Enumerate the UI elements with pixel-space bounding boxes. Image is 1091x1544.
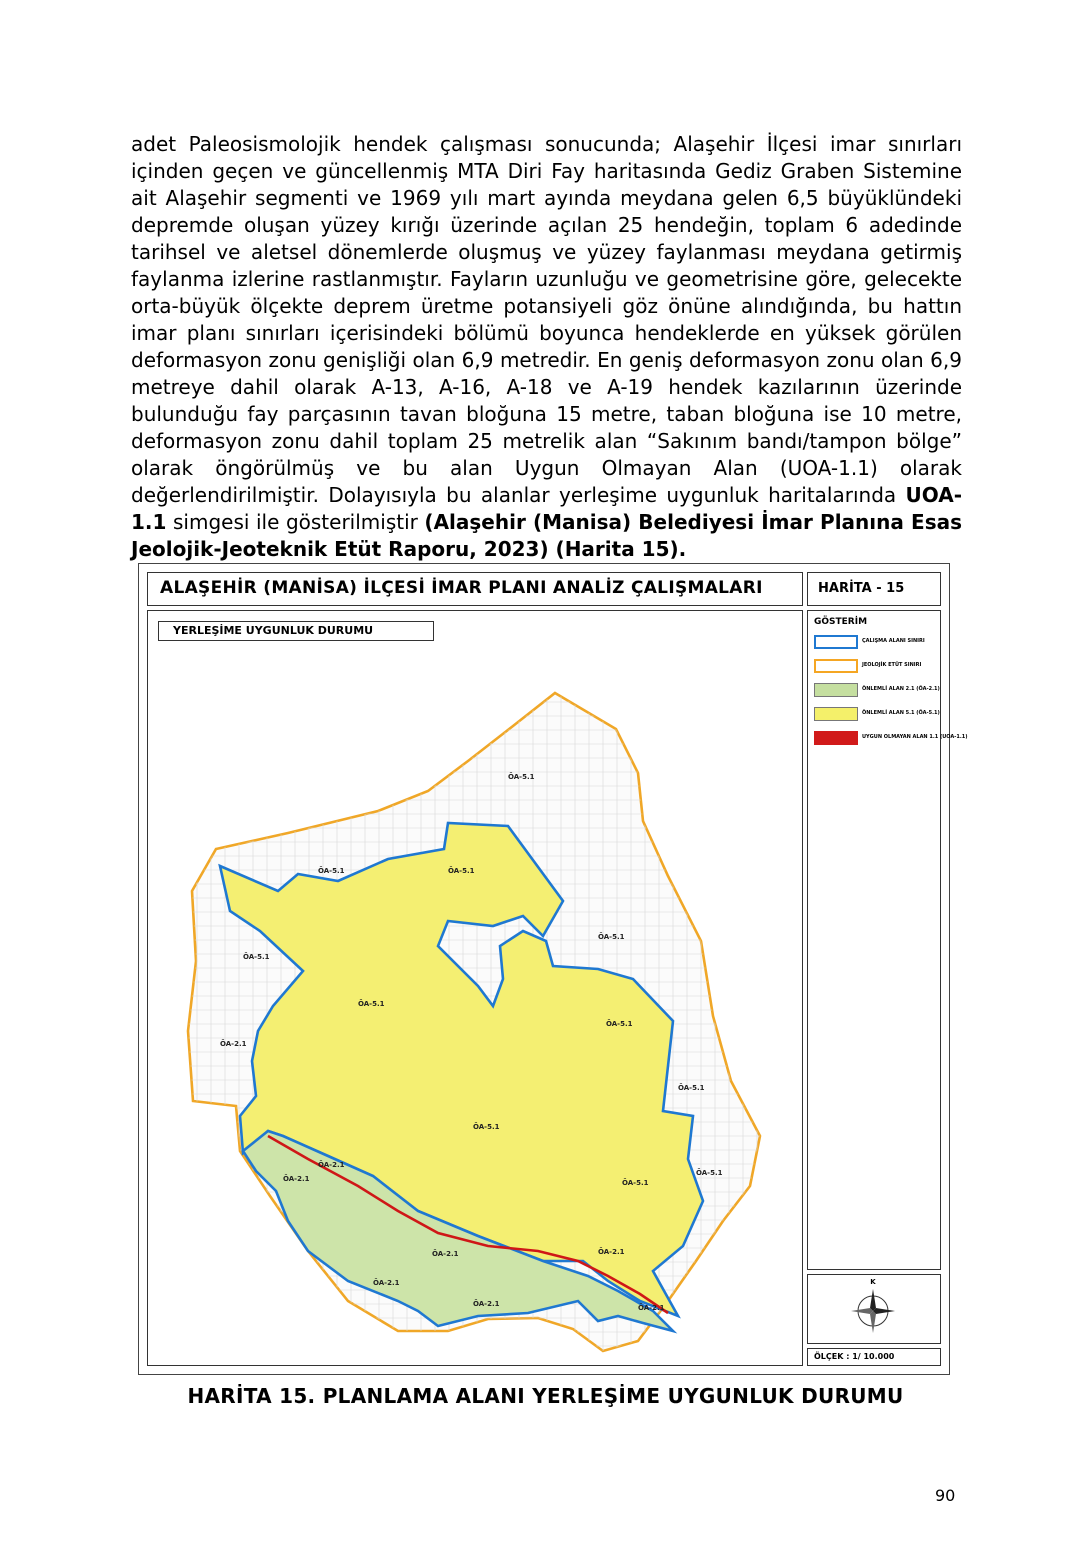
uoa-symbol-text: UOA-1.1	[131, 483, 962, 534]
legend-label: ÖNLEMLİ ALAN 2.1 (ÖA-2.1)	[862, 686, 940, 692]
legend-swatch	[814, 707, 858, 721]
zone-label: ÖA-5.1	[448, 867, 475, 875]
legend-label: ÇALIŞMA ALANI SINIRI	[862, 638, 925, 644]
zone-label: ÖA-2.1	[598, 1248, 625, 1256]
legend-item-geological-boundary	[814, 659, 938, 673]
zone-label: ÖA-5.1	[318, 867, 345, 875]
zone-label: ÖA-2.1	[432, 1250, 459, 1258]
legend-swatch	[814, 731, 858, 745]
compass-north-label: K	[870, 1278, 876, 1286]
legend-label: JEOLOJİK ETÜT SINIRI	[862, 662, 922, 668]
page-number: 90	[935, 1486, 956, 1505]
zone-label: ÖA-5.1	[696, 1169, 723, 1177]
figure-caption: HARİTA 15. PLANLAMA ALANI YERLEŞİME UYGUNLUK DURUMU	[187, 1384, 904, 1408]
legend-item-uoa-1-1	[814, 731, 968, 745]
paragraph-text: adet Paleosismolojik hendek çalışması sonucunda; Alaşehir İlçesi imar sınırları içinden geçen ve güncellenmiş MTA Diri Fay haritasında Gediz Graben Sistemine ait Alaşehir segmenti ve 1969 yılı mart ayında meydana gelen 6,5 büyüklündeki depremde oluşan yüzey kırığı üzerinde açılan 25 hendeğin, toplam 6 adedinde tarihsel ve aletsel dönemlerde oluşmuş ve yüzey faylanması meydana getirmiş faylanma izlerine rastlanmıştır. Fayların uzunluğu ve geometrisine göre, gelecekte orta-büyük ölçekte deprem üretme potansiyeli göz önüne alındığında, bu hattın imar planı sınırları içerisindeki bölümü boyunca hendeklerde en yüksek görülen deformasyon zonu genişliği olan 6,9 metredir. En geniş deformasyon zonu olan 6,9 metreye dahil olarak A-13, A-16, A-18 ve A-19 hendek kazılarının üzerinde bulunduğu fay parçasının tavan bloğuna 15 metre, taban bloğuna ise 10 metre, deformasyon zonu dahil toplam 25 metrelik alan “Sakınım bandı/tampon bölge” olarak öngörülmüş ve bu alan Uygun Olmayan Alan (UOA-1.1) olarak değerlendirilmiştir. Dolayısıyla bu alanlar yerleşime uygunluk haritalarında	[131, 132, 962, 507]
reference-citation: (Alaşehir (Manisa) Belediyesi İmar Planına Esas Jeolojik-Jeoteknik Etüt Raporu, 2023) (Harita 15).	[131, 510, 962, 561]
map-legend	[807, 610, 968, 1270]
legend-item-study-boundary	[814, 635, 938, 649]
legend-item-oa-2-1	[814, 683, 938, 697]
legend-swatch	[814, 659, 858, 673]
zone-label: ÖA-2.1	[318, 1161, 345, 1169]
zone-label: ÖA-5.1	[622, 1179, 649, 1187]
map-subtitle: YERLEŞİME UYGUNLUK DURUMU	[158, 621, 434, 641]
zone-label: ÖA-5.1	[473, 1123, 500, 1131]
zone-label: ÖA-5.1	[508, 773, 535, 781]
map-scale: ÖLÇEK : 1/ 10.000	[807, 1348, 941, 1366]
zone-label: ÖA-5.1	[598, 933, 625, 941]
body-paragraph	[131, 131, 962, 563]
paragraph-text-2: simgesi ile gösterilmiştir	[166, 510, 425, 534]
zone-label: ÖA-2.1	[473, 1300, 500, 1308]
zone-label: ÖA-2.1	[373, 1279, 400, 1287]
legend-title: GÖSTERİM	[814, 617, 868, 627]
map-figure	[138, 563, 968, 1375]
map-area	[147, 610, 803, 1366]
legend-label: ÖNLEMLİ ALAN 5.1 (ÖA-5.1)	[862, 710, 940, 716]
zone-label: ÖA-5.1	[606, 1020, 633, 1028]
zone-label: ÖA-5.1	[678, 1084, 705, 1092]
map-drawing	[148, 611, 801, 1364]
compass-icon	[808, 1275, 938, 1341]
north-arrow-box	[807, 1274, 941, 1344]
legend-swatch	[814, 635, 858, 649]
legend-swatch	[814, 683, 858, 697]
zone-label: ÖA-5.1	[358, 1000, 385, 1008]
zone-label: ÖA-2.1	[220, 1040, 247, 1048]
zone-label: ÖA-2.1	[283, 1175, 310, 1183]
legend-item-oa-5-1	[814, 707, 938, 721]
map-title: ALAŞEHİR (MANİSA) İLÇESİ İMAR PLANI ANALİZ ÇALIŞMALARI	[147, 572, 803, 606]
map-number: HARİTA - 15	[807, 572, 941, 606]
zone-label: ÖA-2.1	[638, 1304, 665, 1312]
zone-label: ÖA-5.1	[243, 953, 270, 961]
legend-label: UYGUN OLMAYAN ALAN 1.1 (UOA-1.1)	[862, 734, 968, 740]
